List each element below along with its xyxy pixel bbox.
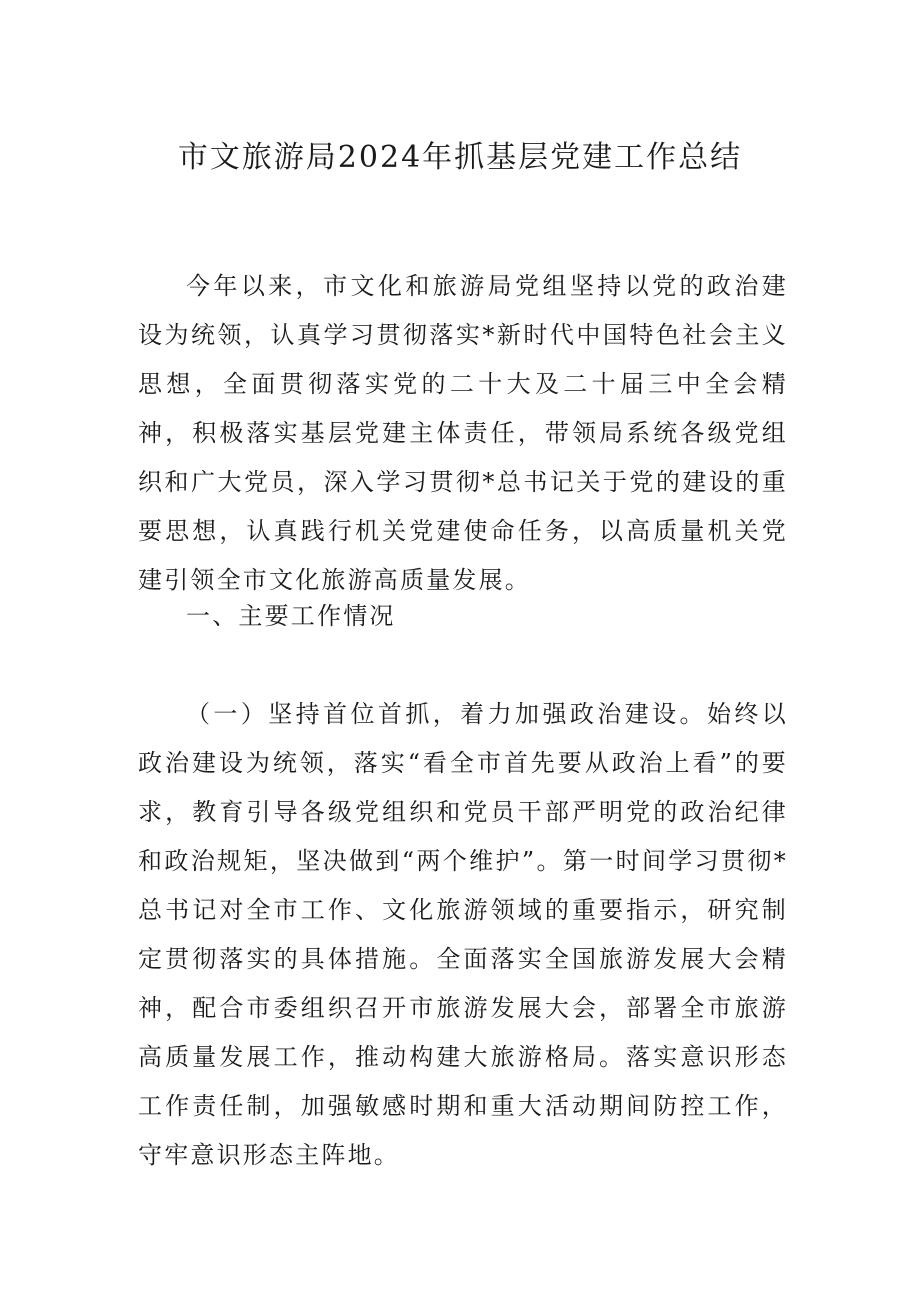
item-1-paragraph: （一）坚持首位首抓，着力加强政治建设。始终以政治建设为统领，落实“看全市首先要从政治上看”的要求，教育引导各级党组织和党员干部严明党的政治纪律和政治规矩，坚决做到“两个维护”。第一时间学习贯彻*总书记对全市工作、文化旅游领域的重要指示，研究制定贯彻落实的具体措施。全面落实全国旅游发展大会精神，配合市委组织召开市旅游发展大会，部署全市旅游高质量发展工作，推动构建大旅游格局。落实意识形态工作责任制，加强敏感时期和重大活动期间防控工作，守牢意识形态主阵地。 [138,700,788,1169]
intro-paragraph: 今年以来，市文化和旅游局党组坚持以党的政治建设为统领，认真学习贯彻落实*新时代中国特色社会主义思想，全面贯彻落实党的二十大及二十届三中全会精神，积极落实基层党建主体责任，带领局系统各级党组织和广大党员，深入学习贯彻*总书记关于党的建设的重要思想，认真践行机关党建使命任务，以高质量机关党建引领全市文化旅游高质量发展。 [138,272,788,594]
document-title: 市文旅游局2024年抓基层党建工作总结 [177,140,743,175]
section-heading: 一、主要工作情况 [186,602,396,630]
